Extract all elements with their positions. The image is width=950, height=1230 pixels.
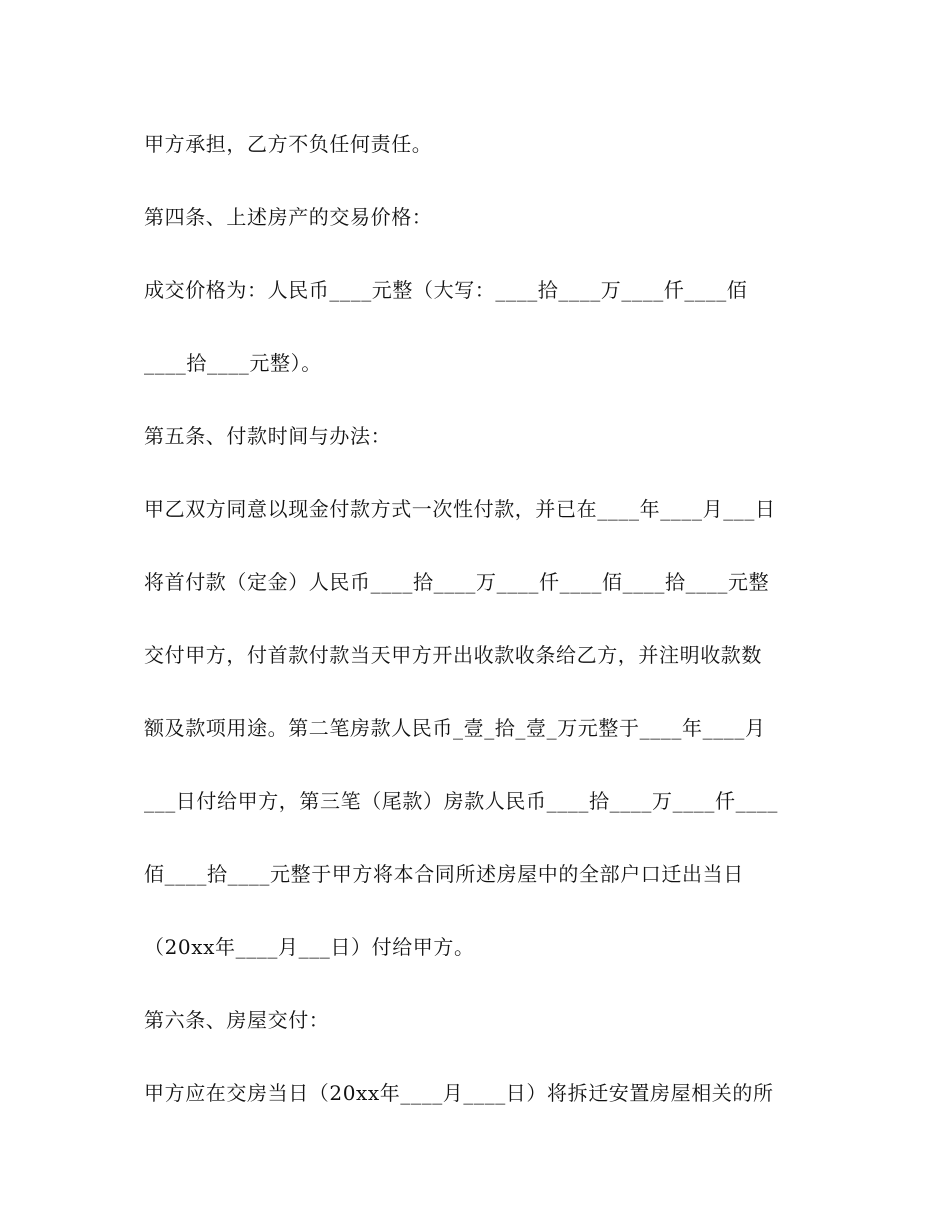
clause-heading-article-4: 第四条、上述房产的交易价格： bbox=[144, 205, 433, 229]
clause-heading-article-5: 第五条、付款时间与办法： bbox=[144, 424, 392, 448]
clause-text-line: 甲方应在交房当日（20xx年____月____日）将拆迁安置房屋相关的所 bbox=[144, 1081, 774, 1105]
clause-text-line: 交付甲方，付首款付款当天甲方开出收款收条给乙方，并注明收款数 bbox=[144, 643, 762, 667]
clause-text-line: 甲乙双方同意以现金付款方式一次性付款，并已在____年____月___日 bbox=[144, 497, 776, 521]
clause-text-line: 佰____拾____元整于甲方将本合同所述房屋中的全部户口迁出当日 bbox=[144, 862, 744, 886]
clause-text-line: 将首付款（定金）人民币____拾____万____仟____佰____拾____元整 bbox=[144, 570, 770, 594]
clause-text-line: ____拾____元整）。 bbox=[144, 351, 322, 375]
clause-text-line: （20xx年____月___日）付给甲方。 bbox=[144, 935, 475, 959]
clause-text-line: ___日付给甲方，第三笔（尾款）房款人民币____拾____万____仟____ bbox=[144, 789, 778, 813]
clause-heading-article-6: 第六条、房屋交付： bbox=[144, 1008, 330, 1032]
clause-text-line: 额及款项用途。第二笔房款人民币_壹_拾_壹_万元整于____年____月 bbox=[144, 716, 766, 740]
clause-text-line: 成交价格为：人民币____元整（大写：____拾____万____仟____佰 bbox=[144, 278, 748, 302]
clause-text-line: 甲方承担，乙方不负任何责任。 bbox=[144, 132, 433, 156]
